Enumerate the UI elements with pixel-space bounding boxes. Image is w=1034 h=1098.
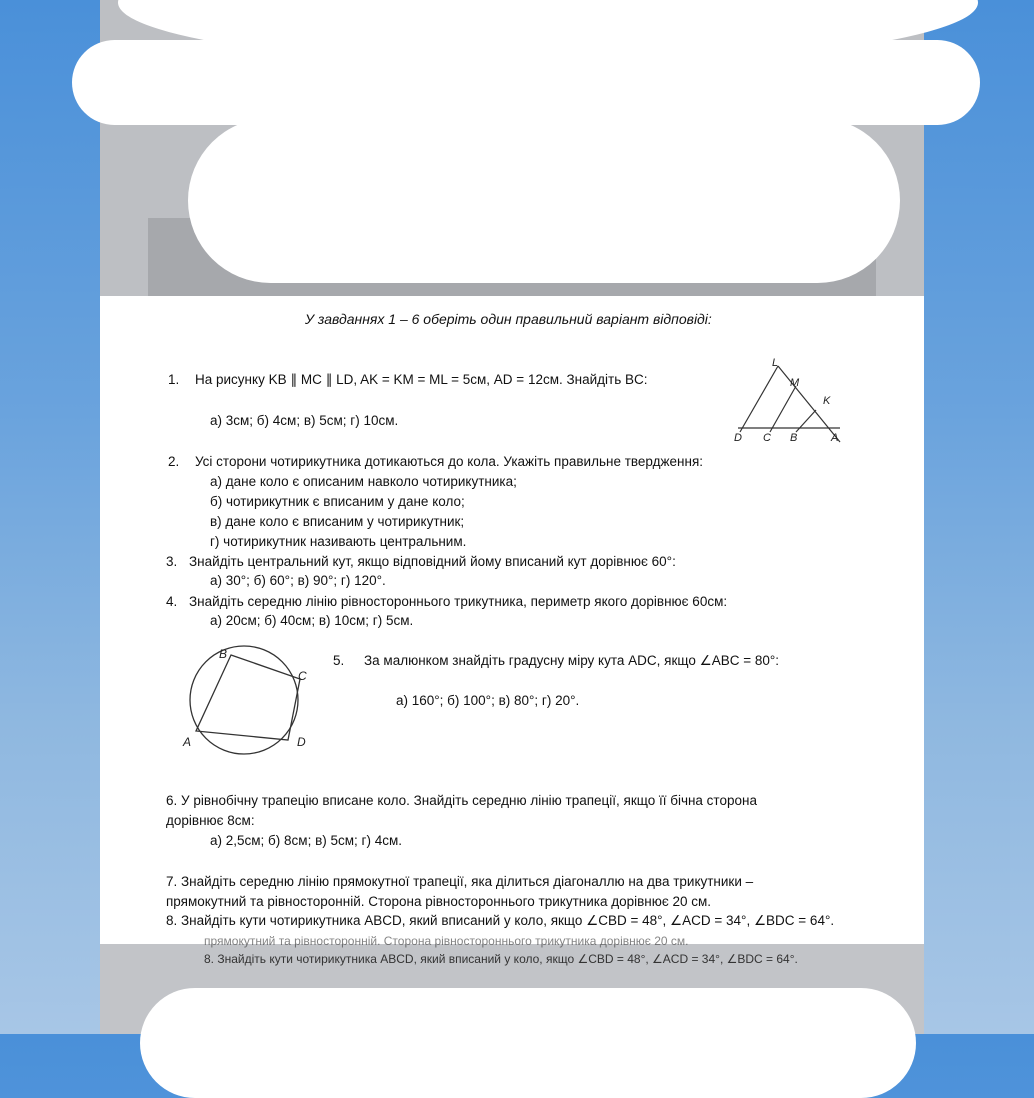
redaction-blob bbox=[140, 988, 916, 1098]
worksheet-page bbox=[100, 296, 924, 944]
underlying-text-line1: прямокутний та рівносторонній. Сторона рівностороннього трикутника дорівнює 20 см. bbox=[204, 934, 689, 948]
redaction-blob bbox=[188, 118, 900, 283]
q1-label-k: K bbox=[823, 395, 831, 407]
q1-answers: а) 3см; б) 4см; в) 5см; г) 10см. bbox=[210, 413, 399, 428]
q2-option: б) чотирикутник є вписаним у дане коло; bbox=[210, 494, 465, 509]
q1-label-a: A bbox=[831, 432, 839, 444]
q7-text-line1: 7. Знайдіть середню лінію прямокутної трапеції, яка ділиться діагоналлю на два трикутники – bbox=[166, 874, 754, 889]
q2-text: Усі сторони чотирикутника дотикаються до кола. Укажіть правильне твердження: bbox=[195, 454, 704, 469]
q1-label-d: D bbox=[734, 432, 742, 444]
q1-label-m: M bbox=[790, 377, 800, 389]
q2-option: а) дане коло є описаним навколо чотирикутника; bbox=[210, 474, 517, 489]
q1-label-l: L bbox=[772, 357, 779, 369]
q4-text: Знайдіть середню лінію рівностороннього трикутника, периметр якого дорівнює 60см: bbox=[189, 594, 728, 609]
q5-label-b: B bbox=[219, 647, 228, 661]
q5-label-c: C bbox=[298, 669, 307, 683]
q5-inscribed-quadrilateral-figure bbox=[178, 644, 328, 756]
q1-parallel-lines-figure bbox=[730, 354, 860, 446]
q4-number: 4. bbox=[166, 594, 178, 609]
q2-option: в) дане коло є вписаним у чотирикутник; bbox=[210, 514, 465, 529]
q8-text: 8. Знайдіть кути чотирикутника ABCD, який вписаний у коло, якщо ∠CBD = 48°, ∠ACD = 34°, ∠BDC = 64°. bbox=[166, 913, 835, 928]
q5-label-d: D bbox=[297, 735, 306, 749]
q3-text: Знайдіть центральний кут, якщо відповідний йому вписаний кут дорівнює 60°: bbox=[189, 554, 676, 569]
q7-text-line2: прямокутний та рівносторонній. Сторона рівностороннього трикутника дорівнює 20 см. bbox=[166, 894, 712, 909]
q1-label-c: C bbox=[763, 432, 771, 444]
q6-text-line2: дорівнює 8см: bbox=[166, 813, 255, 828]
instructions-header: У завданнях 1 – 6 оберіть один правильний варіант відповіді: bbox=[305, 311, 712, 327]
q1-number: 1. bbox=[168, 372, 180, 387]
q1-label-b: B bbox=[790, 432, 798, 444]
q5-text: За малюнком знайдіть градусну міру кута ADC, якщо ∠ABC = 80°: bbox=[364, 653, 779, 668]
q5-label-a: A bbox=[183, 735, 192, 749]
q4-answers: а) 20см; б) 40см; в) 10см; г) 5см. bbox=[210, 613, 414, 628]
redaction-blob bbox=[72, 40, 980, 125]
underlying-text-line2: 8. Знайдіть кути чотирикутника ABCD, який вписаний у коло, якщо ∠CBD = 48°, ∠ACD = 34°, ∠BDC = 64°. bbox=[204, 952, 798, 966]
q1-text: На рисунку KB ∥ MC ∥ LD, AK = KM = ML = 5см, AD = 12см. Знайдіть BC: bbox=[195, 372, 648, 387]
q5-number: 5. bbox=[333, 653, 345, 668]
q3-answers: а) 30°; б) 60°; в) 90°; г) 120°. bbox=[210, 573, 386, 588]
q6-answers: а) 2,5см; б) 8см; в) 5см; г) 4см. bbox=[210, 833, 402, 848]
q2-option: г) чотирикутник називають центральним. bbox=[210, 534, 467, 549]
q5-answers: а) 160°; б) 100°; в) 80°; г) 20°. bbox=[396, 693, 580, 708]
q2-number: 2. bbox=[168, 454, 180, 469]
q6-text-line1: 6. У рівнобічну трапецію вписане коло. Знайдіть середню лінію трапеції, якщо її бічна сторона bbox=[166, 793, 757, 808]
q3-number: 3. bbox=[166, 554, 178, 569]
